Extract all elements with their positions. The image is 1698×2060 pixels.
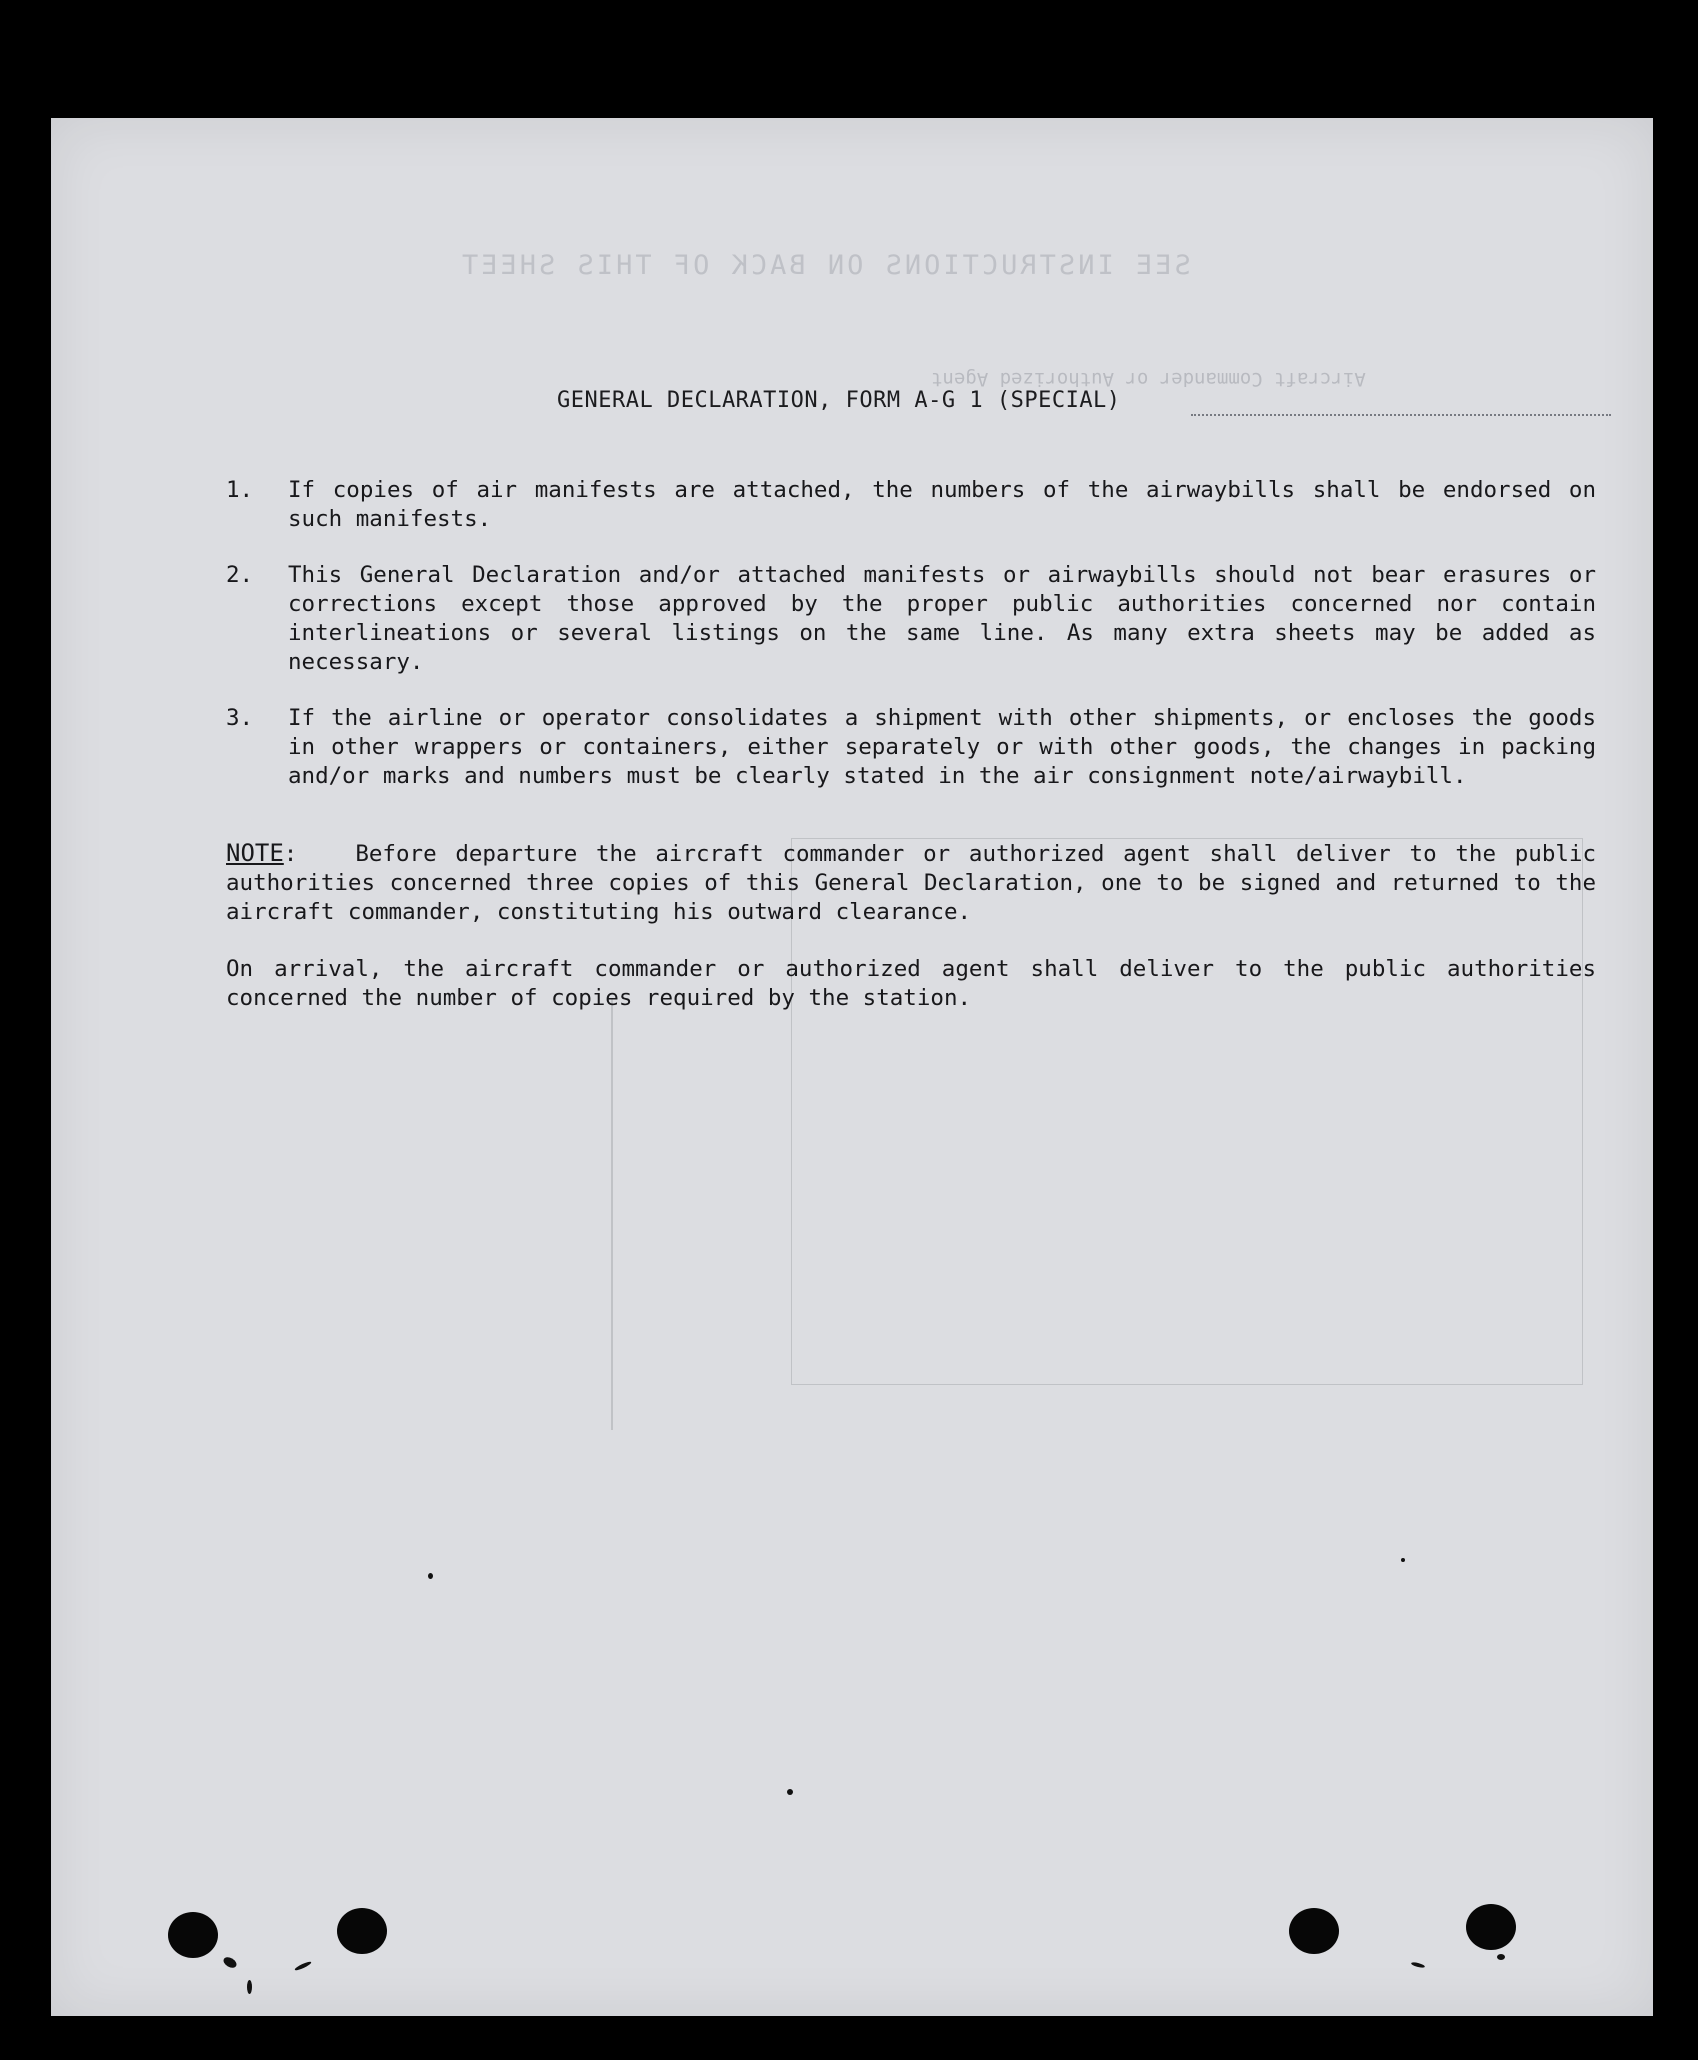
signature-dotted-line (1191, 414, 1611, 416)
bleed-through-signature-caption: Aircraft Commander or Authorized Agent (931, 368, 1366, 390)
item-text: If copies of air manifests are attached, the numbers of the airwaybills shall be endorsed on such manifests. (288, 477, 1596, 532)
bleed-through-rule (611, 998, 613, 1430)
note-paragraph (226, 839, 1596, 927)
paper-speck (787, 1789, 793, 1795)
item-text: This General Declaration and/or attached manifests or airwaybills should not bear erasures or corrections except those approved by the proper public authorities concerned nor contain interlineations or several listings on the same line. As many extra sheets may be added as necessary. (288, 562, 1596, 675)
paper-speck (428, 1573, 433, 1579)
item-text: If the airline or operator consolidates a shipment with other shipments, or encloses the goods in other wrappers or containers, either separately or with other goods, the changes in packing and/or marks and numbers must be clearly stated in the air consignment note/airwaybill. (288, 705, 1596, 789)
note-label: NOTE (226, 839, 284, 867)
note-text: Before departure the aircraft commander or authorized agent shall deliver to the public authorities concerned three copies of this General Declaration, one to be signed and returned to the aircraft commander, constituting his outward clearance. (226, 841, 1596, 925)
instruction-item (226, 561, 1596, 677)
bleed-through-heading: SEE INSTRUCTIONS ON BACK OF THIS SHEET (459, 250, 1191, 281)
paper-speck (1401, 1558, 1405, 1562)
document-body (226, 476, 1596, 1013)
punch-hole (1466, 1904, 1516, 1950)
document-title: GENERAL DECLARATION, FORM A-G 1 (SPECIAL) (557, 388, 1121, 413)
punch-hole (168, 1912, 218, 1958)
document-sheet (51, 118, 1653, 2016)
item-number: 1. (226, 477, 254, 503)
item-number: 2. (226, 562, 254, 588)
instruction-item (226, 704, 1596, 791)
paper-speck (1411, 1961, 1426, 1968)
item-number: 3. (226, 705, 254, 731)
punch-hole (1289, 1908, 1339, 1954)
instruction-item (226, 476, 1596, 534)
paper-speck (294, 1960, 312, 1971)
paper-speck (222, 1955, 239, 1970)
note-colon: : (283, 841, 298, 867)
arrival-paragraph: On arrival, the aircraft commander or authorized agent shall deliver to the public authorities concerned the number of copies required by the station. (226, 956, 1596, 1011)
punch-hole (337, 1908, 387, 1954)
paper-speck (247, 1980, 252, 1994)
paper-speck (1497, 1954, 1505, 1960)
